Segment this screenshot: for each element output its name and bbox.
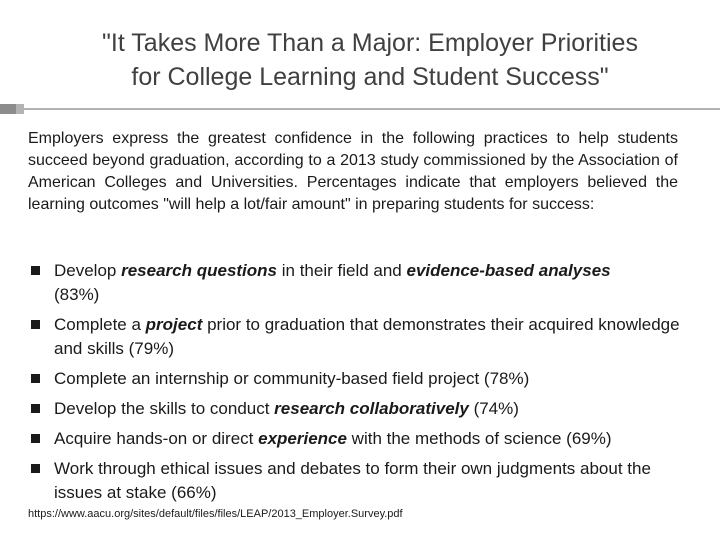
bullet-item: Complete a project prior to graduation that demonstrates their acquired knowledge and skills (79%) [30, 313, 690, 361]
source-link[interactable]: https://www.aacu.org/sites/default/files/files/LEAP/2013_Employer.Survey.pdf [28, 508, 403, 520]
title-line-1: "It Takes More Than a Major: Employer Priorities [102, 29, 638, 57]
square-bullet-icon [31, 374, 40, 383]
bullet-list [30, 259, 690, 511]
square-bullet-icon [31, 404, 40, 413]
bullet-item: Complete an internship or community-based field project (78%) [30, 367, 690, 391]
square-bullet-icon [31, 464, 40, 473]
slide-title [40, 26, 700, 94]
title-divider [0, 104, 720, 114]
square-bullet-icon [31, 434, 40, 443]
square-bullet-icon [31, 266, 40, 275]
intro-paragraph: Employers express the greatest confidence in the following practices to help students succeed beyond graduation, according to a 2013 study commissioned by the Association of American Colleges and Universities. Percentages indicate that employers believed the learning outcomes "will help a lot/fair amount" in preparing students for success: [28, 130, 678, 213]
bullet-item: Acquire hands-on or direct experience with the methods of science (69%) [30, 427, 690, 451]
bullet-item: Work through ethical issues and debates to form their own judgments about the issues at stake (66%) [30, 457, 690, 505]
bullet-item: Develop the skills to conduct research collaboratively (74%) [30, 397, 690, 421]
square-bullet-icon [31, 320, 40, 329]
bullet-item: Develop research questions in their field and evidence-based analyses (83%) [30, 259, 690, 307]
title-line-2: for College Learning and Student Success" [131, 63, 609, 91]
